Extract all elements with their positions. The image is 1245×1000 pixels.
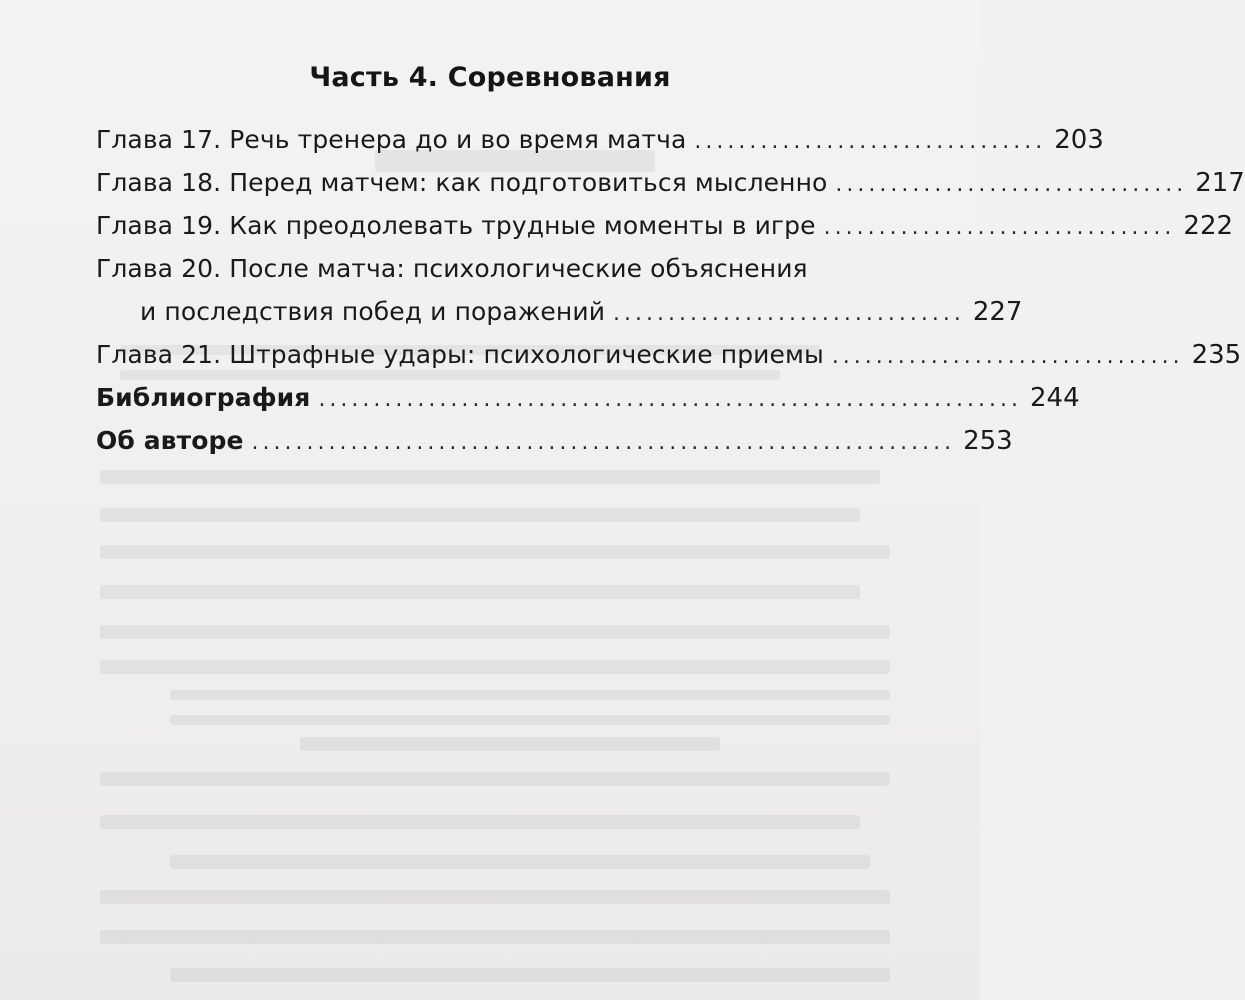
toc-entry-title: Глава 20. После матча: психологические объяснения [96, 254, 808, 283]
dot-leader: ................................ [694, 129, 1047, 154]
toc-entry [96, 247, 918, 290]
toc-entry [96, 333, 1242, 376]
toc-entry-about-author [96, 419, 1013, 462]
toc-entry [96, 118, 1104, 161]
toc-entry-page: 235 [1191, 340, 1242, 370]
toc-entry-page: 203 [1054, 125, 1104, 155]
toc-entry-page: 244 [1030, 383, 1080, 413]
dot-leader: ................................ [613, 301, 965, 326]
toc-entry-title: и последствия побед и поражений [140, 297, 606, 326]
toc-entry-title: Глава 18. Перед матчем: как подготовиться мысленно [96, 168, 828, 197]
dot-leader: ................................ [835, 172, 1188, 197]
dot-leader: ................................................................ [251, 430, 956, 455]
part-title: Часть 4. Соревнования [309, 62, 671, 93]
toc-entry-page: 253 [963, 426, 1013, 456]
dot-leader: ................................ [831, 344, 1184, 369]
toc-entry-title: Об авторе [96, 426, 244, 455]
toc-entry-page: 217 [1195, 168, 1245, 198]
table-of-contents [96, 118, 1245, 462]
dot-leader: ................................ [823, 215, 1176, 240]
toc-entry-title: Глава 19. Как преодолевать трудные моменты в игре [96, 211, 816, 240]
toc-entry [96, 161, 1245, 204]
toc-entry-title: Библиография [96, 383, 311, 412]
toc-entry-page: 222 [1183, 211, 1234, 241]
toc-entry-bibliography [96, 376, 1080, 419]
toc-entry-page: 227 [972, 297, 1023, 327]
toc-entry-title: Глава 21. Штрафные удары: психологические приемы [96, 340, 824, 369]
toc-entry [96, 204, 1234, 247]
toc-entry-title: Глава 17. Речь тренера до и во время матча [96, 125, 687, 154]
toc-entry-continuation [96, 290, 1023, 333]
dot-leader: ................................................................ [318, 387, 1022, 412]
